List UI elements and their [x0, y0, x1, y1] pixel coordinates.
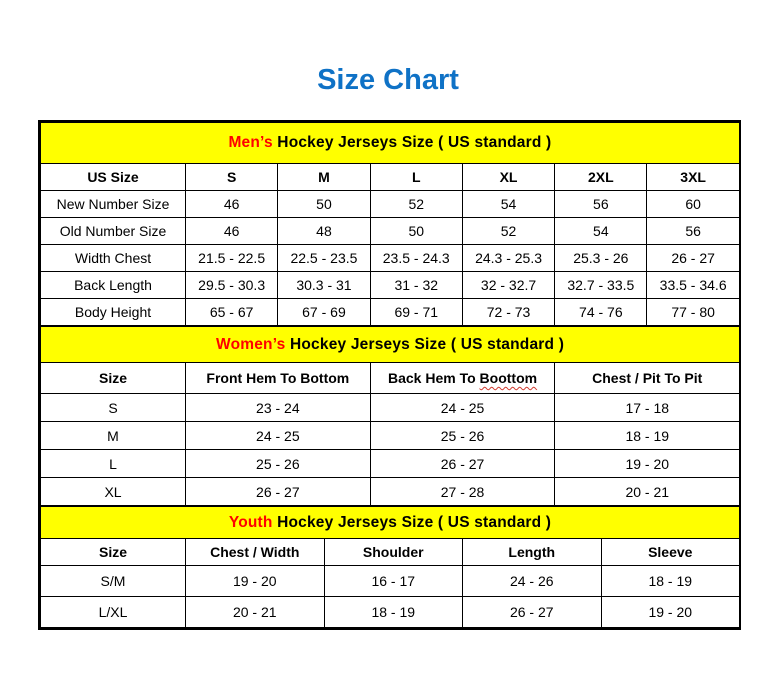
row-label: L/XL	[41, 597, 186, 628]
value-cell: 52	[370, 191, 462, 218]
table-row	[41, 272, 740, 299]
col-header: Size	[41, 539, 186, 566]
value-cell: 33.5 - 34.6	[647, 272, 739, 299]
col-header: Size	[41, 363, 186, 394]
col-header: 2XL	[555, 164, 647, 191]
value-cell: 32.7 - 33.5	[555, 272, 647, 299]
table-row	[41, 191, 740, 218]
mens-size-table	[40, 122, 740, 326]
table-row	[41, 597, 740, 628]
value-cell: 25 - 26	[370, 422, 555, 450]
value-cell: 26 - 27	[463, 597, 602, 628]
youth-banner-highlight: Youth	[228, 513, 273, 531]
womens-banner	[41, 327, 740, 363]
womens-size-table	[40, 326, 740, 506]
col-header: US Size	[41, 164, 186, 191]
table-row	[41, 245, 740, 272]
table-row	[41, 218, 740, 245]
value-cell: 24 - 25	[370, 394, 555, 422]
row-label: New Number Size	[41, 191, 186, 218]
col-header: Front Hem To Bottom	[186, 363, 371, 394]
value-cell: 30.3 - 31	[278, 272, 370, 299]
value-cell: 46	[186, 191, 278, 218]
row-label: Old Number Size	[41, 218, 186, 245]
value-cell: 69 - 71	[370, 299, 462, 326]
value-cell: 74 - 76	[555, 299, 647, 326]
col-header: XL	[462, 164, 554, 191]
value-cell: 17 - 18	[555, 394, 740, 422]
row-label: XL	[41, 478, 186, 506]
size-chart-tables	[38, 120, 741, 630]
value-cell: 24.3 - 25.3	[462, 245, 554, 272]
value-cell: 16 - 17	[324, 566, 463, 597]
value-cell: 56	[555, 191, 647, 218]
mens-banner-highlight: Men’s	[228, 134, 273, 151]
value-cell: 32 - 32.7	[462, 272, 554, 299]
value-cell: 52	[462, 218, 554, 245]
col-header: Chest / Pit To Pit	[555, 363, 740, 394]
value-cell: 67 - 69	[278, 299, 370, 326]
value-cell: 21.5 - 22.5	[186, 245, 278, 272]
mens-banner	[41, 123, 740, 164]
youth-size-table	[40, 506, 740, 628]
mens-banner-row	[41, 123, 740, 164]
value-cell: 56	[647, 218, 739, 245]
row-label: M	[41, 422, 186, 450]
row-label: Width Chest	[41, 245, 186, 272]
row-label: S	[41, 394, 186, 422]
value-cell: 54	[462, 191, 554, 218]
row-label: L	[41, 450, 186, 478]
value-cell: 65 - 67	[186, 299, 278, 326]
youth-banner-rest: Hockey Jerseys Size ( US standard )	[272, 513, 552, 531]
womens-banner-rest: Hockey Jerseys Size ( US standard )	[285, 335, 565, 353]
table-row	[41, 450, 740, 478]
col-header: S	[186, 164, 278, 191]
value-cell: 31 - 32	[370, 272, 462, 299]
youth-banner	[41, 507, 740, 539]
value-cell: 26 - 27	[186, 478, 371, 506]
value-cell: 25 - 26	[186, 450, 371, 478]
row-label: Body Height	[41, 299, 186, 326]
col-header: M	[278, 164, 370, 191]
col-header: Length	[463, 539, 602, 566]
value-cell: 20 - 21	[186, 597, 325, 628]
womens-banner-row	[41, 327, 740, 363]
youth-banner-row	[41, 507, 740, 539]
value-cell: 24 - 26	[463, 566, 602, 597]
table-row	[41, 478, 740, 506]
value-cell: 26 - 27	[370, 450, 555, 478]
value-cell: 26 - 27	[647, 245, 739, 272]
table-row	[41, 394, 740, 422]
value-cell: 27 - 28	[370, 478, 555, 506]
value-cell: 19 - 20	[601, 597, 740, 628]
mens-header-row	[41, 164, 740, 191]
value-cell: 23.5 - 24.3	[370, 245, 462, 272]
womens-banner-highlight: Women’s	[216, 335, 286, 353]
col-header-prefix: Back Hem To	[387, 370, 480, 386]
value-cell: 23 - 24	[186, 394, 371, 422]
col-header: Chest / Width	[186, 539, 325, 566]
col-header-misspelled	[370, 363, 555, 394]
table-row	[41, 299, 740, 326]
value-cell: 20 - 21	[555, 478, 740, 506]
value-cell: 19 - 20	[186, 566, 325, 597]
value-cell: 50	[370, 218, 462, 245]
col-header: Sleeve	[601, 539, 740, 566]
page-title: Size Chart	[317, 64, 459, 96]
col-header: Shoulder	[324, 539, 463, 566]
value-cell: 77 - 80	[647, 299, 739, 326]
value-cell: 29.5 - 30.3	[186, 272, 278, 299]
value-cell: 22.5 - 23.5	[278, 245, 370, 272]
col-header-misspelled-word: Boottom	[479, 370, 538, 386]
value-cell: 25.3 - 26	[555, 245, 647, 272]
value-cell: 18 - 19	[324, 597, 463, 628]
col-header: L	[370, 164, 462, 191]
table-row	[41, 566, 740, 597]
value-cell: 48	[278, 218, 370, 245]
value-cell: 19 - 20	[555, 450, 740, 478]
table-row	[41, 422, 740, 450]
value-cell: 18 - 19	[555, 422, 740, 450]
value-cell: 46	[186, 218, 278, 245]
value-cell: 50	[278, 191, 370, 218]
row-label: Back Length	[41, 272, 186, 299]
value-cell: 18 - 19	[601, 566, 740, 597]
mens-banner-rest: Hockey Jerseys Size ( US standard )	[272, 134, 552, 151]
col-header: 3XL	[647, 164, 739, 191]
value-cell: 24 - 25	[186, 422, 371, 450]
womens-header-row	[41, 363, 740, 394]
youth-header-row	[41, 539, 740, 566]
value-cell: 72 - 73	[462, 299, 554, 326]
row-label: S/M	[41, 566, 186, 597]
value-cell: 60	[647, 191, 739, 218]
value-cell: 54	[555, 218, 647, 245]
